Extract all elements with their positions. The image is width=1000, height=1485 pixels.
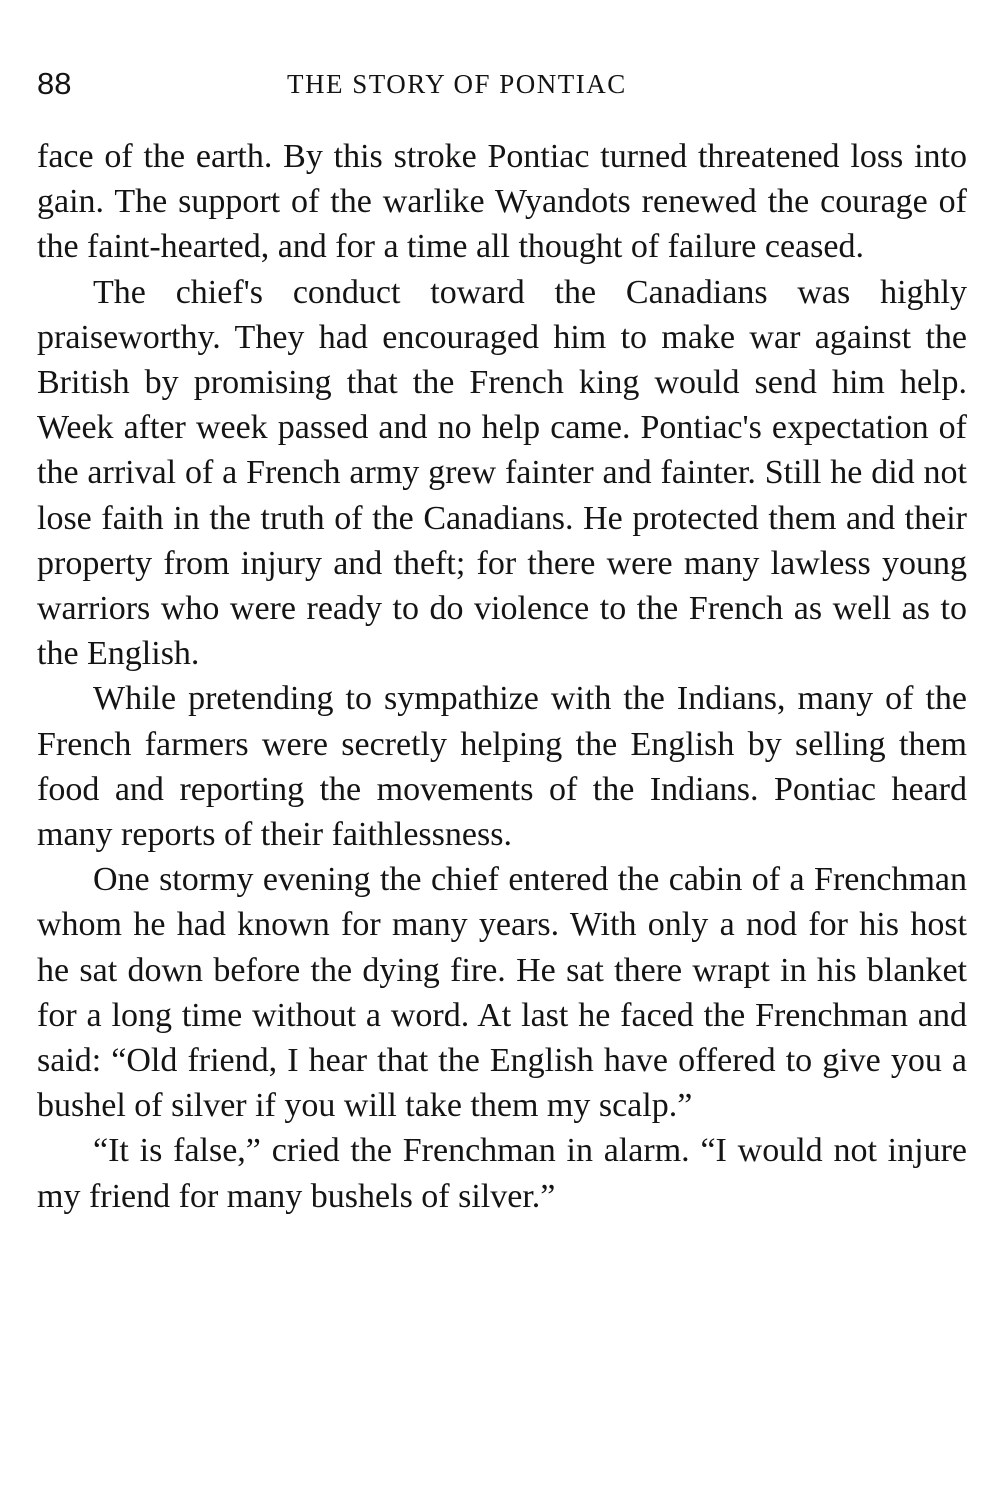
body-text <box>37 134 967 1219</box>
paragraph: One stormy evening the chief entered the cabin of a Frenchman whom he had known for many years. With only a nod for his host he sat down before the dying fire. He sat there wrapt in his blanket for a long time without a word. At last he faced the Frenchman and said: “Old friend, I hear that the English have offered to give you a bushel of silver if you will take them my scalp.” <box>37 861 967 1125</box>
book-page <box>37 58 967 1219</box>
paragraph: While pretending to sympathize with the Indians, many of the French farmers were secretly helping the English by selling them food and reporting the movements of the Indians. Pontiac heard many reports of their faithlessness. <box>37 680 967 854</box>
paragraph: “It is false,” cried the Frenchman in alarm. “I would not injure my friend for many bushels of silver.” <box>37 1132 967 1215</box>
paragraph: The chief's conduct toward the Canadians was highly praiseworthy. They had encouraged him to make war against the British by promising that the French king would send him help. Week after week passed and no help came. Pontiac's expectation of the arrival of a French army grew fainter and fainter. Still he did not lose faith in the truth of the Canadians. He protected them and their property from injury and theft; for there were many lawless young warriors who were ready to do violence to the French as well as to the English. <box>37 273 967 673</box>
page-number: 88 <box>37 66 72 101</box>
page-header <box>37 58 967 110</box>
paragraph-continued: face of the earth. By this stroke Pontiac turned threatened loss into gain. The support of the warlike Wyandots renewed the courage of the faint-hearted, and for a time all thought of failure ceased. <box>37 138 967 266</box>
running-title: THE STORY OF PONTIAC <box>287 69 627 99</box>
